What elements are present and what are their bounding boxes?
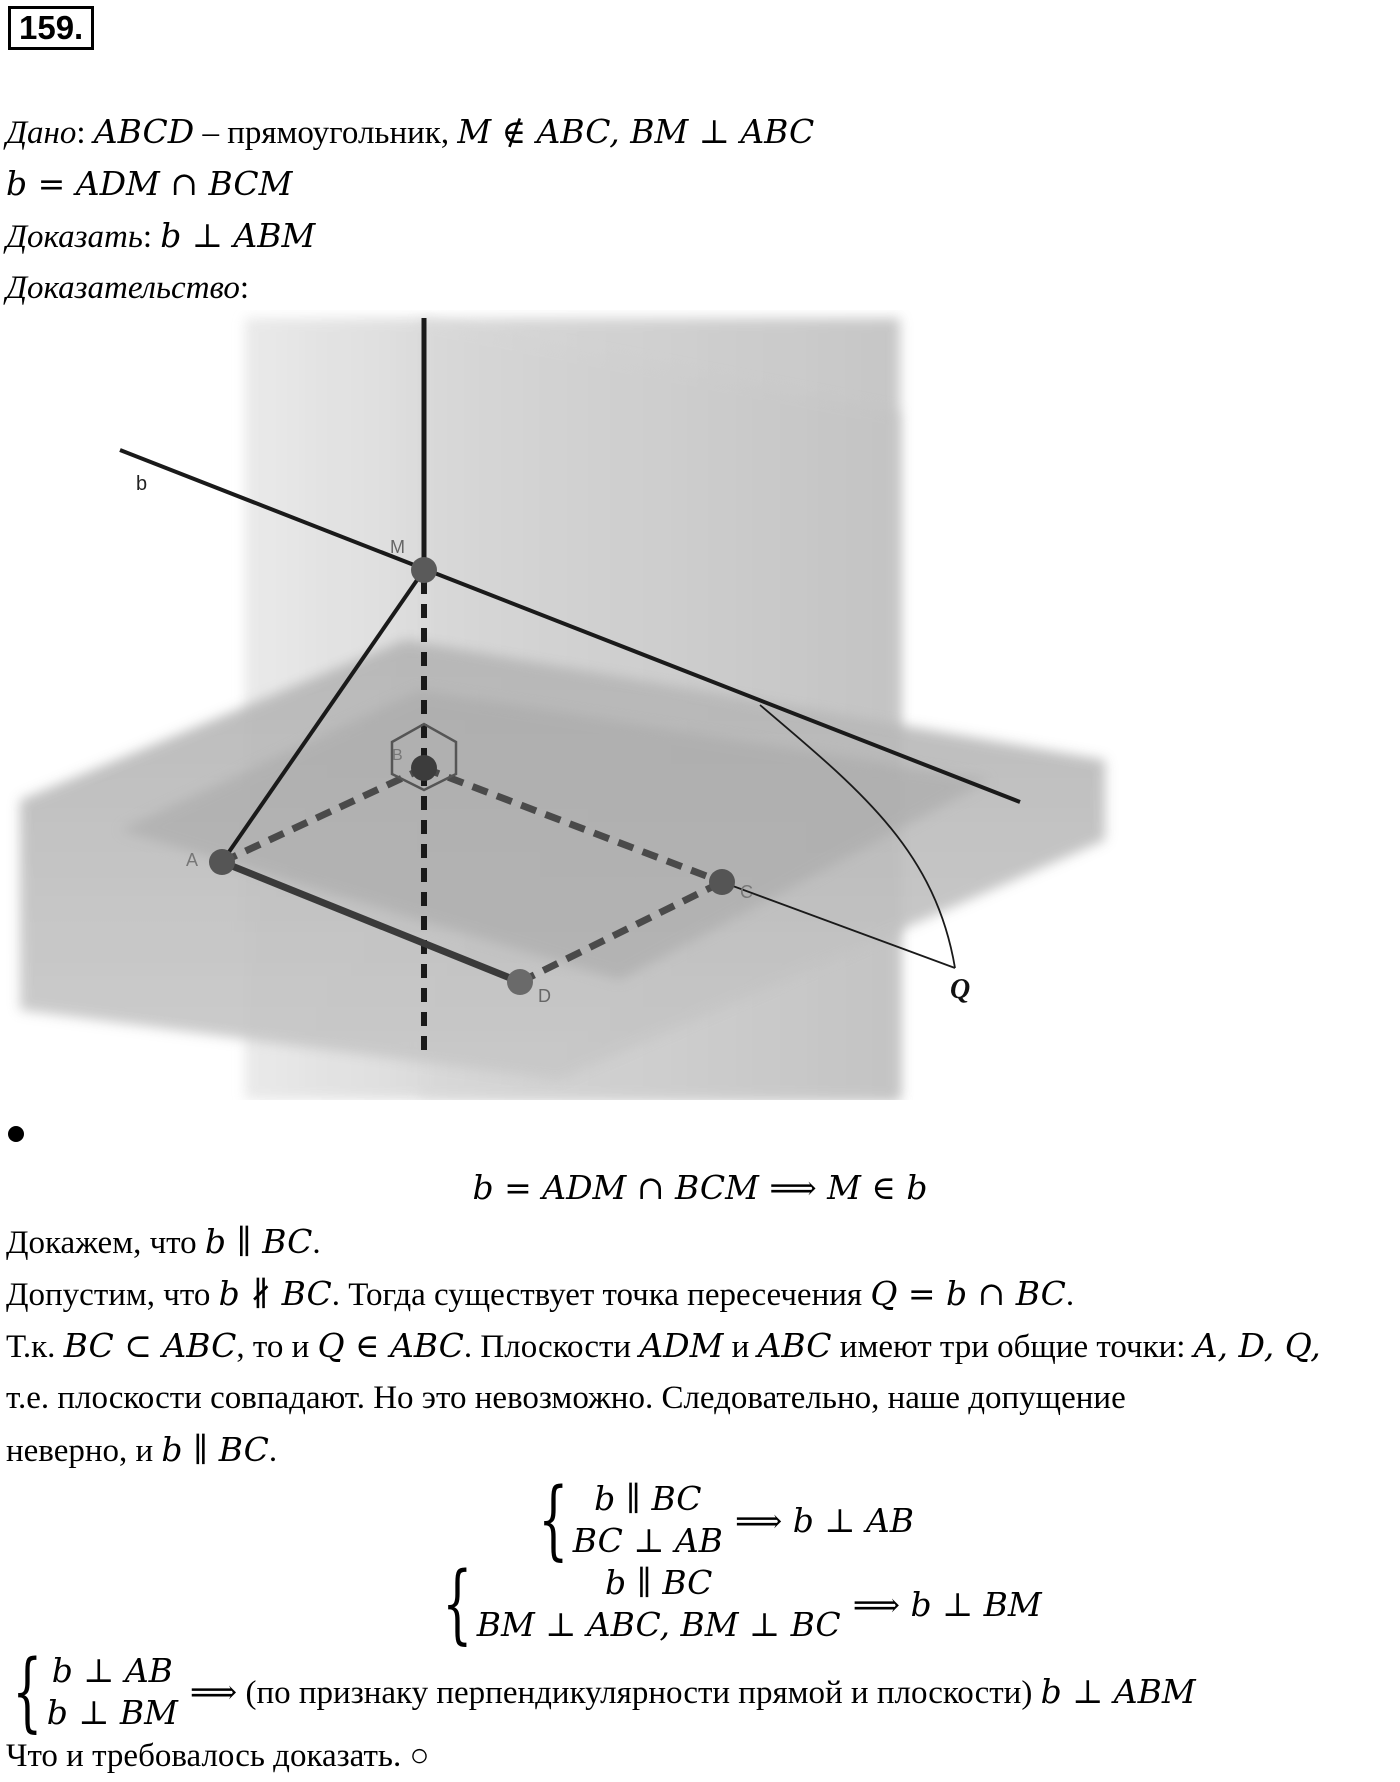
problem-number: 159.	[8, 6, 94, 50]
label-b-point: B	[392, 747, 403, 764]
point-m	[411, 557, 437, 583]
proof-line-3-text-5: имеют три общие точки:	[831, 1329, 1194, 1365]
given-label: Дано	[6, 115, 77, 151]
label-d: D	[538, 986, 551, 1006]
system-3-text: (по признаку перпендикулярности прямой и плоскости)	[237, 1675, 1041, 1711]
proof-line-2-text-2: . Тогда существует точка пересечения	[331, 1277, 871, 1313]
proof-line-3-text-3: . Плоскости	[463, 1329, 640, 1365]
given-line-1: Дано: ABCD – прямоугольник, M ∉ ABC, BM ⊥ ABC	[6, 112, 815, 151]
proof-line-3-math-4: ABC	[757, 1326, 832, 1365]
brace-2: {	[442, 1554, 473, 1654]
label-m: M	[390, 537, 405, 557]
system-3-result: b ⊥ ABM	[1040, 1672, 1196, 1711]
system-2-line-1: b ∥ BC	[604, 1563, 713, 1602]
label-q: Q	[950, 974, 971, 1005]
prove-label: Доказать	[6, 219, 143, 255]
proof-line-5: неверно, и b ∥ BC.	[6, 1430, 278, 1469]
system-2	[430, 1554, 1042, 1654]
brace-3: {	[12, 1642, 43, 1742]
label-a: A	[186, 850, 199, 870]
system-1-result: ⟹ b ⊥ AB	[734, 1500, 914, 1540]
proof-equation-1: b = ADM ∩ BCM ⟹ M ∈ b	[472, 1168, 928, 1207]
proof-line-3-math-3: ADM	[639, 1326, 724, 1365]
proof-line-3-text-2: , то и	[236, 1329, 318, 1365]
system-3-line-2: b ⊥ BM	[46, 1693, 178, 1732]
system-1-line-1: b ∥ BC	[594, 1479, 702, 1518]
proof-line-3-text-1: Т.к.	[6, 1329, 64, 1365]
proof-line-4: т.е. плоскости совпадают. Но это невозможно. Следовательно, наше допущение	[6, 1380, 1126, 1416]
proof-line-2-text: Допустим, что	[6, 1277, 219, 1313]
proof-line-3-math-5: A, D, Q,	[1193, 1326, 1321, 1365]
system-1	[526, 1470, 914, 1570]
proof-line-3	[6, 1326, 1321, 1367]
prove-line: Доказать: b ⊥ ABM	[6, 216, 316, 255]
point-c	[709, 869, 735, 895]
system-3-conclusion	[190, 1672, 1196, 1712]
proof-line-3-math-1: BC ⊂ ABC	[63, 1326, 237, 1365]
point-d	[507, 969, 533, 995]
given-condition: M ∉ ABC, BM ⊥ ABC	[457, 112, 815, 151]
given-dash-text: – прямоугольник,	[194, 115, 458, 151]
system-1-line-2: BC ⊥ AB	[572, 1521, 723, 1560]
point-b	[411, 755, 437, 781]
system-2-result: ⟹ b ⊥ BM	[852, 1584, 1042, 1624]
proof-line-1-math: b ∥ BC	[204, 1222, 313, 1261]
proof-line-2: Допустим, что b ∦ BC. Тогда существует точка пересечения Q = b ∩ BC.	[6, 1274, 1075, 1313]
label-c: C	[740, 882, 753, 902]
prove-statement: b ⊥ ABM	[160, 216, 316, 255]
proof-line-5-text: неверно, и	[6, 1433, 162, 1469]
proof-line-5-math: b ∥ BC	[161, 1430, 269, 1469]
given-line-2: b = ADM ∩ BCM	[6, 164, 293, 203]
given-rect: ABCD	[93, 112, 195, 151]
conclusion-text: Что и требовалось доказать.	[6, 1738, 410, 1774]
proof-line-3-math-2: Q ∈ ABC	[317, 1326, 464, 1365]
system-3-line-1: b ⊥ AB	[51, 1651, 173, 1690]
system-3-arrow: ⟹	[189, 1672, 238, 1711]
bullet	[8, 1126, 24, 1142]
label-b-line: b	[136, 473, 148, 495]
geometry-figure	[0, 310, 1120, 1100]
brace-1: {	[538, 1470, 569, 1570]
system-2-line-2: BM ⊥ ABC, BM ⊥ BC	[476, 1605, 841, 1644]
end-mark: ○	[409, 1738, 430, 1774]
proof-line-2-math-1: b ∦ BC	[218, 1274, 332, 1313]
proof-label: Доказательство	[6, 270, 240, 306]
proof-line-1: Докажем, что b ∥ BC.	[6, 1222, 321, 1261]
proof-line-3-text-4: и	[723, 1329, 758, 1365]
proof-label-line: Доказательство:	[6, 270, 250, 306]
conclusion-line	[6, 1736, 429, 1776]
proof-line-2-math-2: Q = b ∩ BC	[870, 1274, 1066, 1313]
proof-line-1-text: Докажем, что	[6, 1225, 205, 1261]
point-a	[209, 849, 235, 875]
system-3	[0, 1642, 1196, 1742]
